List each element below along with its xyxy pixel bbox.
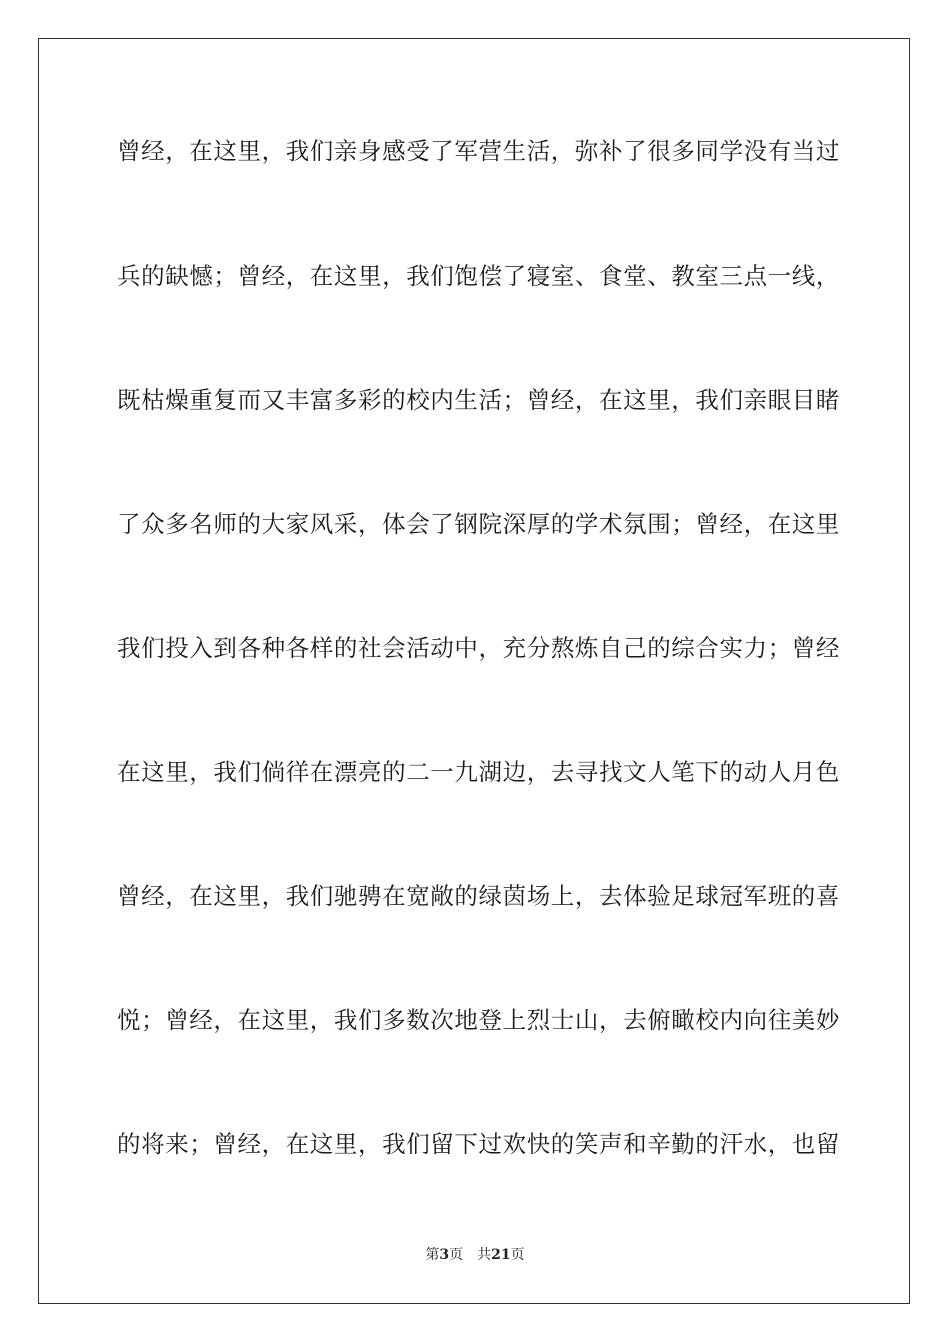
text-line-9: 的将来；曾经，在这里，我们留下过欢快的笑声和辛勤的汗水，也留 — [117, 1130, 840, 1158]
text-line-2: 兵的缺憾；曾经，在这里，我们饱偿了寝室、食堂、教室三点一线， — [117, 262, 840, 290]
text-line-5: 我们投入到各种各样的社会活动中，充分熬炼自己的综合实力；曾经 — [117, 634, 840, 662]
text-line-3: 既枯燥重复而又丰富多彩的校内生活；曾经，在这里，我们亲眼目睹 — [117, 386, 840, 414]
text-line-7: 曾经，在这里，我们驰骋在宽敞的绿茵场上，去体验足球冠军班的喜 — [117, 882, 840, 910]
text-line-6: 在这里，我们倘徉在漂亮的二一九湖边，去寻找文人笔下的动人月色 — [117, 758, 840, 786]
footer-page-prefix: 第 — [425, 1247, 440, 1263]
footer-page-suffix: 页 — [449, 1247, 464, 1263]
footer-total-prefix: 共 — [477, 1247, 492, 1263]
text-line-8: 悦；曾经，在这里，我们多数次地登上烈士山，去俯瞰校内向往美妙 — [117, 1006, 840, 1034]
text-line-1: 曾经，在这里，我们亲身感受了军营生活，弥补了很多同学没有当过 — [117, 137, 840, 165]
page-number-footer — [0, 1245, 950, 1265]
footer-total-suffix: 页 — [510, 1247, 525, 1263]
text-line-4: 了众多名师的大家风采，体会了钢院深厚的学术氛围；曾经，在这里 — [117, 510, 840, 538]
footer-page-total: 21 — [491, 1247, 511, 1263]
page-border — [38, 38, 910, 1304]
footer-page-current: 3 — [439, 1247, 450, 1263]
